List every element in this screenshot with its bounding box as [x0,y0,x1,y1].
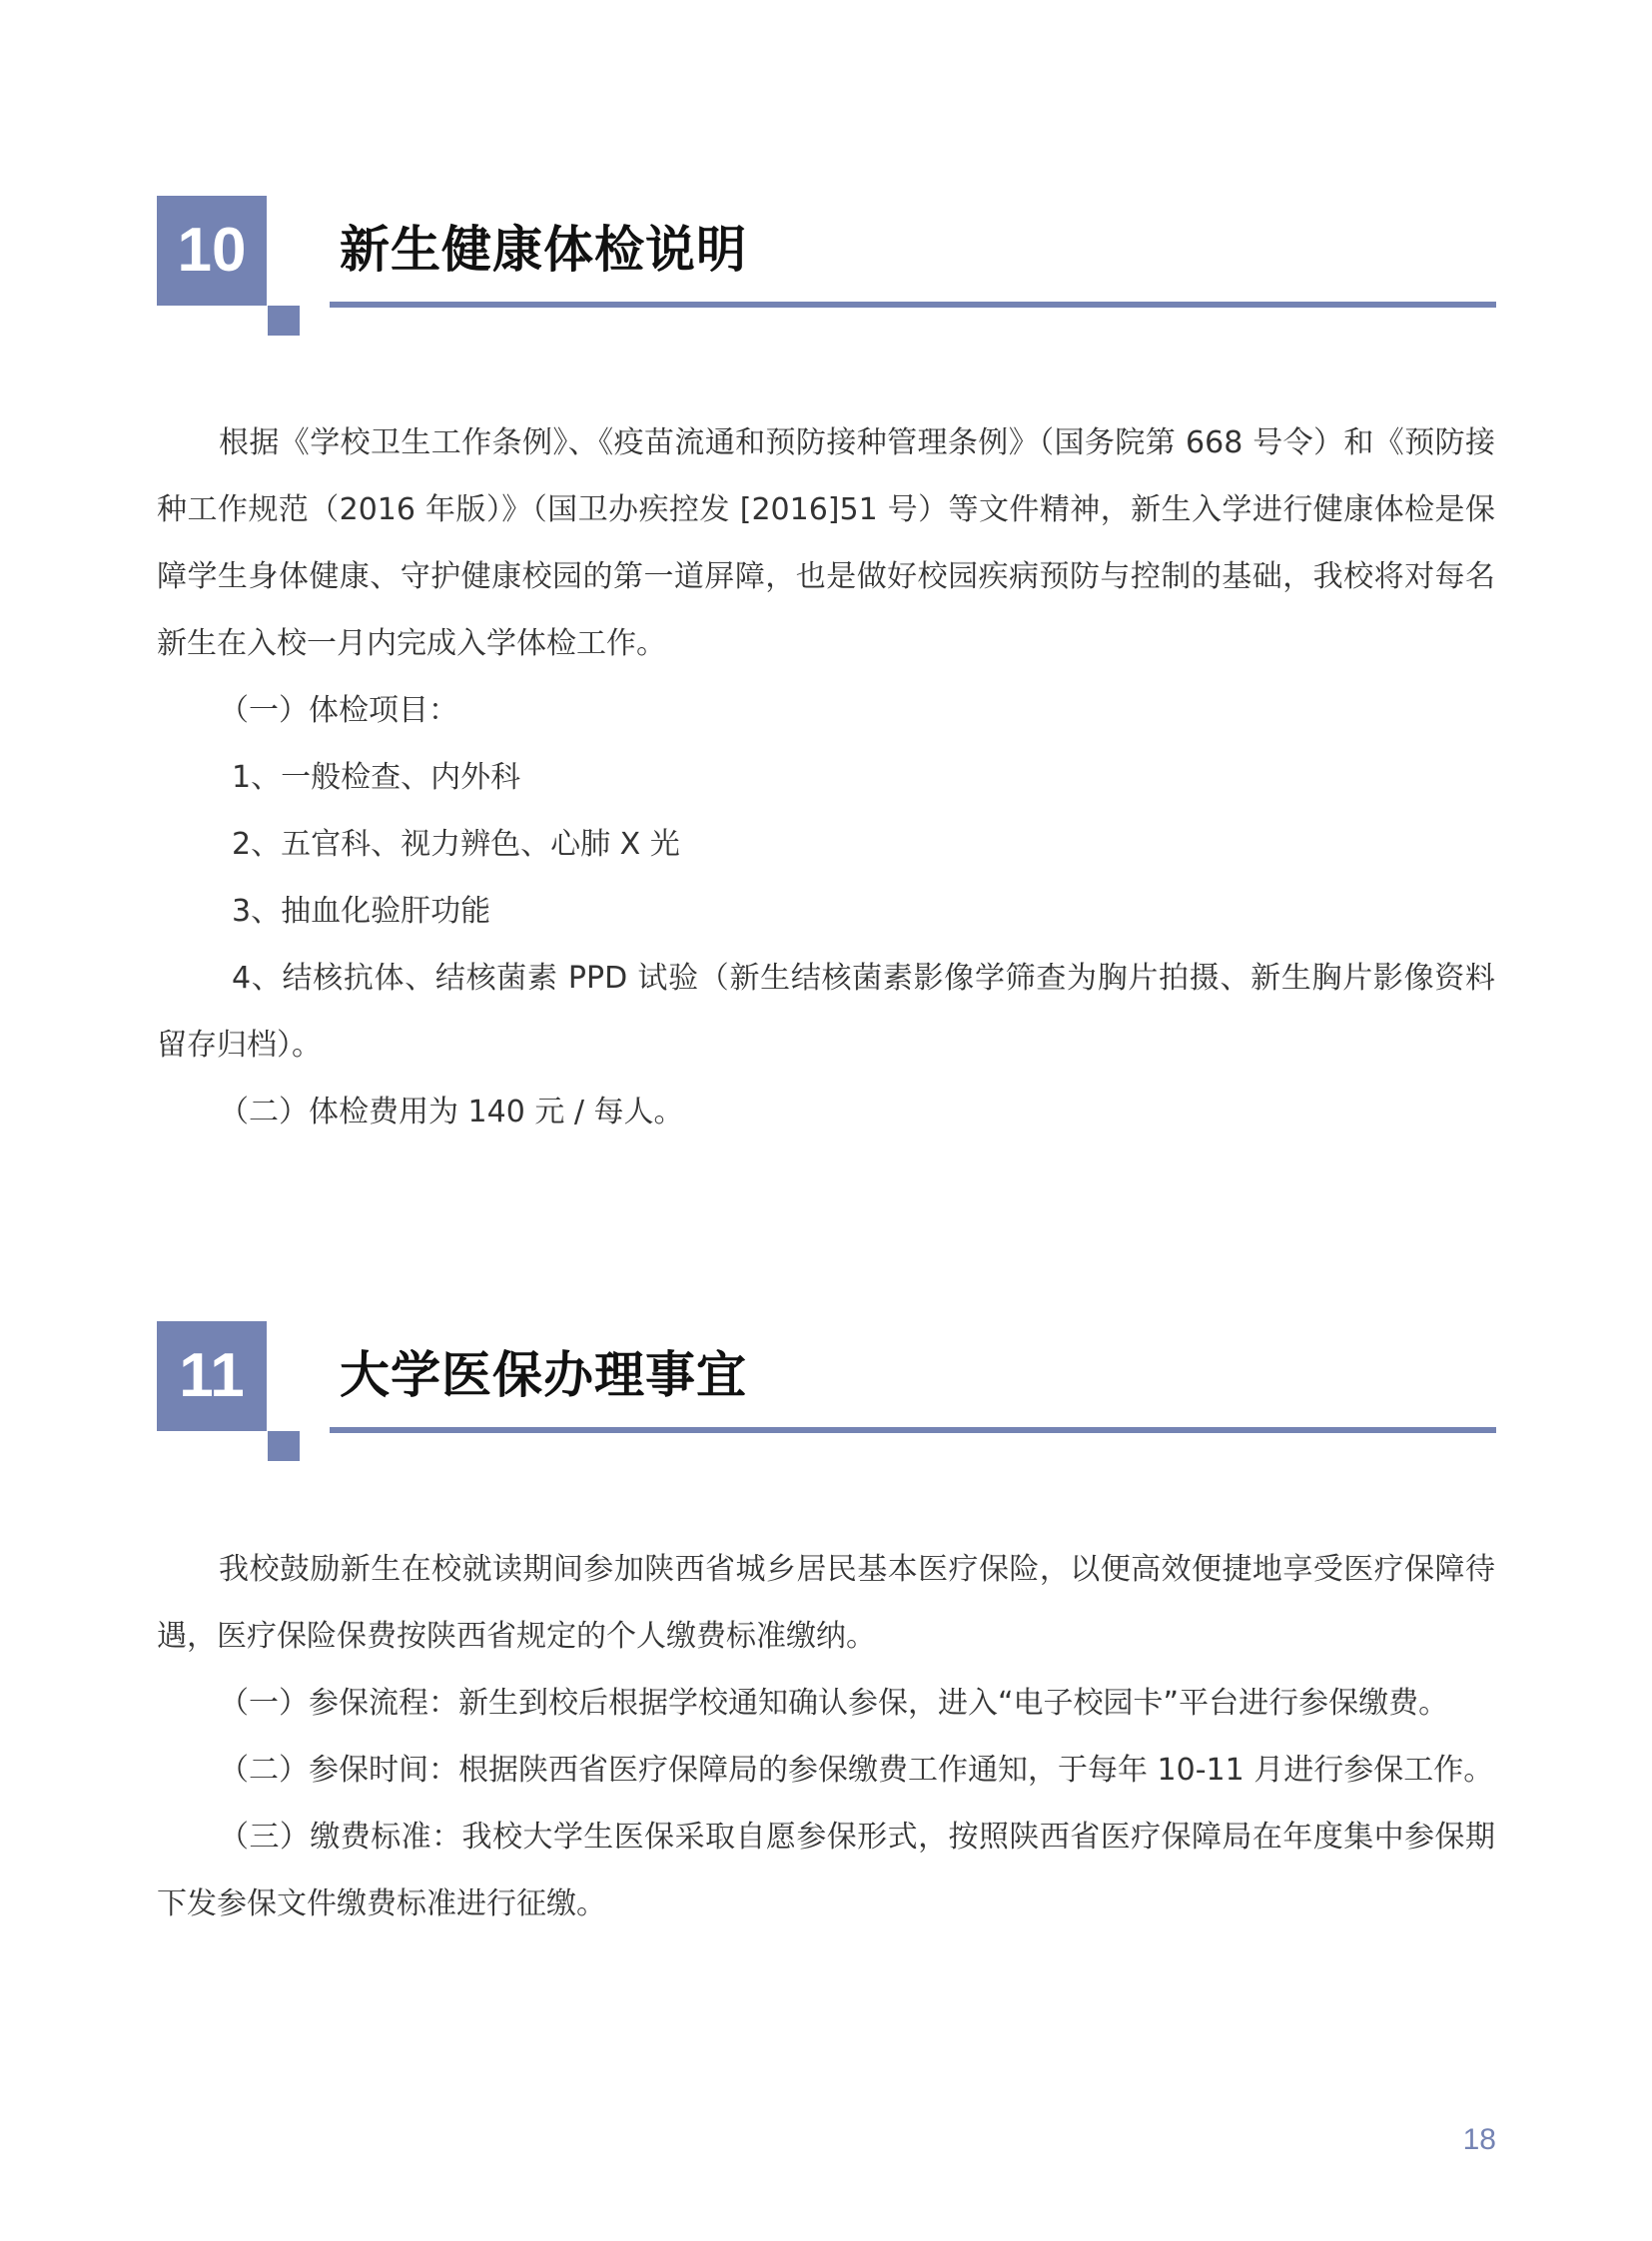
section-medical-insurance-body [157,1536,1495,1937]
insurance-standard: （三）缴费标准：我校大学生医保采取自愿参保形式，按照陕西省医疗保障局在年度集中参保期下发参保文件缴费标准进行征缴。 [157,1820,1495,1921]
section-divider [330,1427,1496,1433]
section-title: 大学医保办理事宜 [340,1346,747,1404]
health-check-item: 3、抽血化验肝功能 [232,894,491,929]
page-number: 18 [1462,2123,1496,2156]
health-check-items-heading: （一）体检项目： [219,693,458,728]
badge-corner-square [268,306,300,336]
section-title: 新生健康体检说明 [340,221,747,279]
section-health-check-body [157,409,1495,1145]
section-number-badge: 11 [157,1321,267,1431]
badge-corner-square [268,1431,300,1461]
health-check-item: 1、一般检查、内外科 [232,760,521,795]
insurance-intro: 我校鼓励新生在校就读期间参加陕西省城乡居民基本医疗保险，以便高效便捷地享受医疗保障待遇，医疗保险保费按陕西省规定的个人缴费标准缴纳。 [157,1552,1495,1654]
insurance-time: （二）参保时间：根据陕西省医疗保障局的参保缴费工作通知，于每年 10-11 月进行参保工作。 [219,1753,1494,1788]
health-check-item: 4、结核抗体、结核菌素 PPD 试验（新生结核菌素影像学筛查为胸片拍摄、新生胸片影像资料留存归档）。 [157,961,1495,1063]
section-header [0,1321,1652,1466]
insurance-process: （一）参保流程：新生到校后根据学校通知确认参保，进入“电子校园卡”平台进行参保缴费。 [219,1686,1449,1721]
section-divider [330,302,1496,308]
health-check-intro: 根据《学校卫生工作条例》、《疫苗流通和预防接种管理条例》（国务院第 668 号令）和《预防接种工作规范（2016 年版）》（国卫办疾控发 [2016]51 号）等文件精神，新生入学进行健康体检是保障学生身体健康、守护健康校园的第一道屏障，也是做好校园疾病预防与控制的基础，我校将对每名新生在入校一月内完成入学体检工作。 [157,425,1495,661]
section-header [0,196,1652,341]
section-number-badge: 10 [157,196,267,306]
health-check-fee: （二）体检费用为 140 元 / 每人。 [219,1095,684,1129]
health-check-item: 2、五官科、视力辨色、心肺 X 光 [232,827,680,862]
